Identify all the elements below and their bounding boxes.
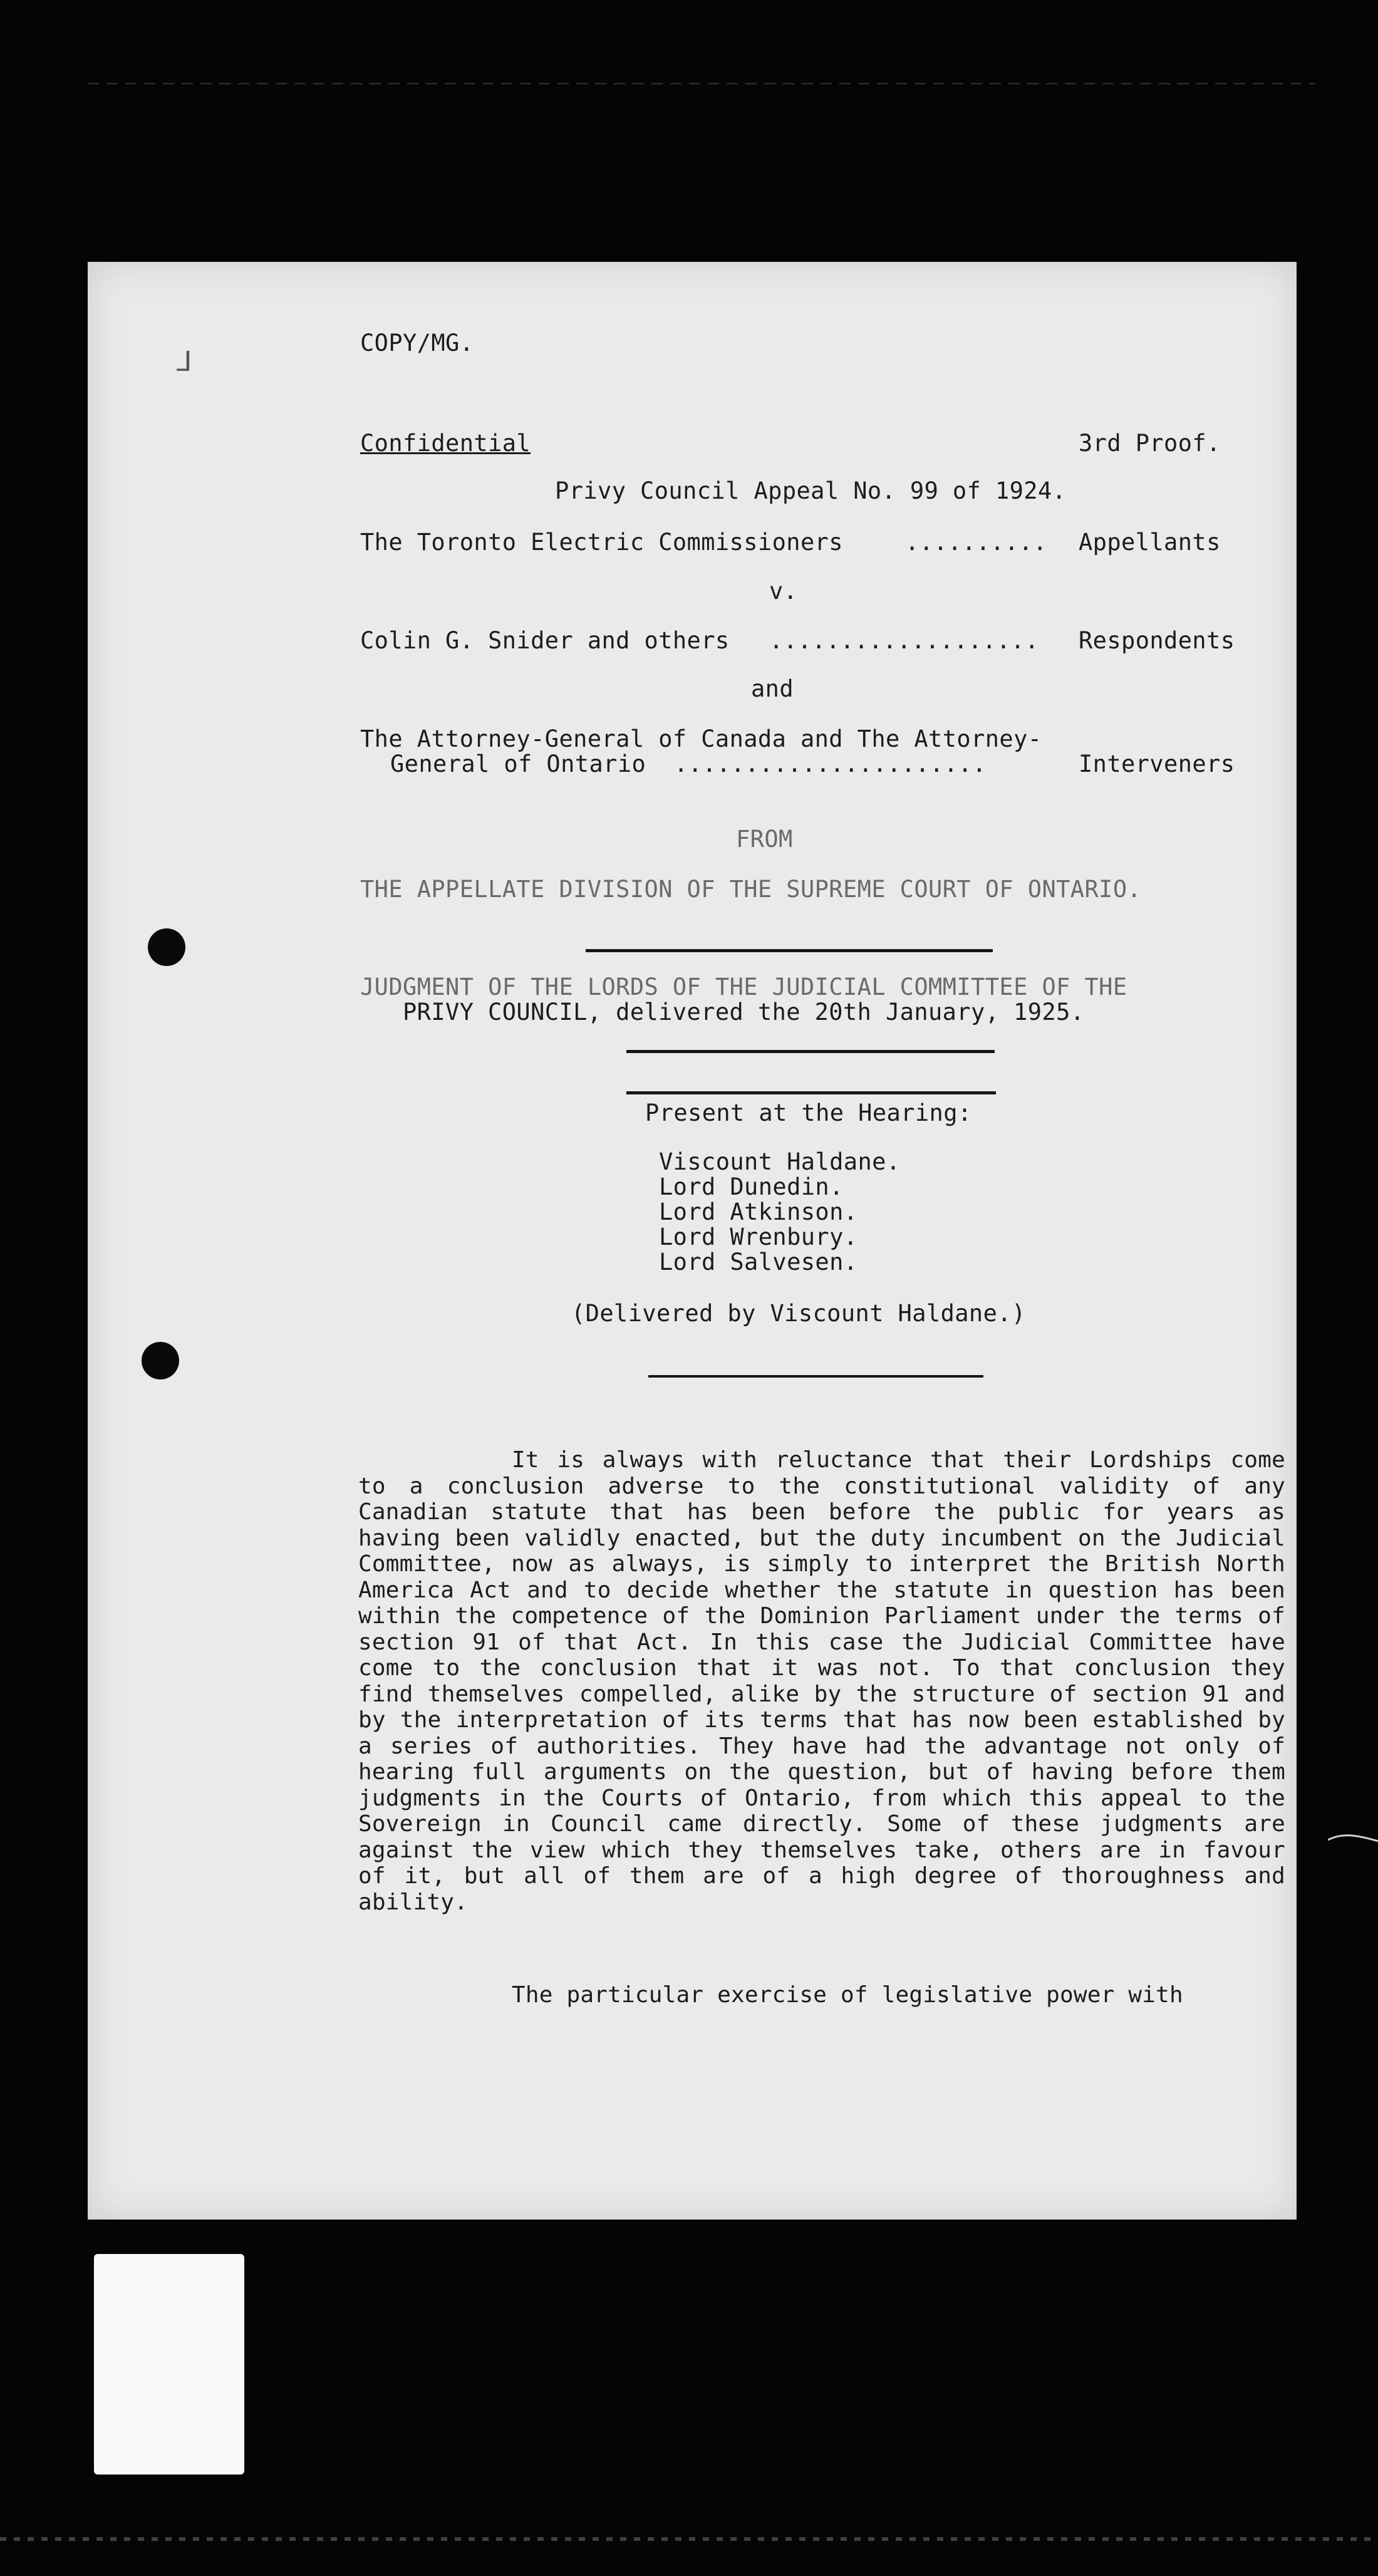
from-label: FROM <box>736 826 793 853</box>
confidential-label: Confidential <box>360 430 531 457</box>
hearing-member: Lord Dunedin. <box>659 1173 844 1200</box>
divider-rule <box>626 1050 995 1053</box>
punch-hole <box>142 1342 179 1379</box>
interveners-line-2: General of Ontario <box>390 750 646 777</box>
hearing-member: Lord Wrenbury. <box>659 1223 858 1250</box>
and-label: and <box>751 675 794 702</box>
film-edge-mark <box>1328 1832 1378 1845</box>
court-division: THE APPELLATE DIVISION OF THE SUPREME COURT OF ONTARIO. <box>360 876 1142 903</box>
delivered-by: (Delivered by Viscount Haldane.) <box>571 1300 1026 1327</box>
film-frame-bottom-edge <box>0 2537 1378 2541</box>
judgment-paragraph-continued: The particular exercise of legislative power with <box>512 1982 1183 2008</box>
divider-rule <box>586 949 993 952</box>
judgment-title-line-2: PRIVY COUNCIL, delivered the 20th January, 1925. <box>403 999 1085 1026</box>
hearing-member: Viscount Haldane. <box>659 1148 901 1175</box>
film-frame-top-edge <box>88 83 1315 85</box>
hearing-member: Lord Atkinson. <box>659 1198 858 1225</box>
appellants-leader-dots: .......... <box>905 529 1047 556</box>
divider-rule <box>626 1091 996 1094</box>
judgment-title-line-1: JUDGMENT OF THE LORDS OF THE JUDICIAL COMMITTEE OF THE <box>360 974 1127 1000</box>
hearing-heading: Present at the Hearing: <box>645 1099 972 1126</box>
proof-label: 3rd Proof. <box>1079 430 1221 457</box>
hearing-member: Lord Salvesen. <box>659 1249 858 1275</box>
punch-hole <box>148 928 185 966</box>
divider-rule <box>648 1375 983 1378</box>
interveners-role: Interveners <box>1079 750 1235 777</box>
interveners-leader-dots: ...................... <box>674 750 987 777</box>
respondents-leader-dots: ................... <box>769 627 1039 654</box>
copy-reference: COPY/MG. <box>360 330 474 356</box>
appeal-number: Privy Council Appeal No. 99 of 1924. <box>555 477 1067 504</box>
interveners-line-1: The Attorney-General of Canada and The Attorney- <box>360 725 1042 752</box>
respondents-role: Respondents <box>1079 627 1235 654</box>
judgment-paragraph: It is always with reluctance that their Lordships come to a conclusion adverse to the constitutional validity of any Canadian statute that has been before the public for years as having been validly enacted, but the duty incumbent on the Judicial Committee, now as always, is simply to interpret the British North America Act and to decide whether the statute in question has been within the competence of the Dominion Parliament under the terms of section 91 of that Act. In this case the Judicial Committee have come to the conclusion that it was not. To that conclusion they find themselves compelled, alike by the structure of section 91 and by the interpretation of its terms that has now been established by a series of authorities. They have had the advantage not only of hearing full arguments on the question, but of having before them judgments in the Courts of Ontario, from which this appeal to the Sovereign in Council came directly. Some of these judgments are against the view which they themselves take, others are in favour of it, but all of them are of a high degree of thoroughness and ability. <box>358 1447 1285 1915</box>
appellants-name: The Toronto Electric Commissioners <box>360 529 843 556</box>
versus-label: v. <box>769 578 798 605</box>
respondents-name: Colin G. Snider and others <box>360 627 730 654</box>
appellants-role: Appellants <box>1079 529 1221 556</box>
blank-label-card <box>94 2254 244 2475</box>
pencil-tick-mark: ⅃ <box>177 346 192 378</box>
